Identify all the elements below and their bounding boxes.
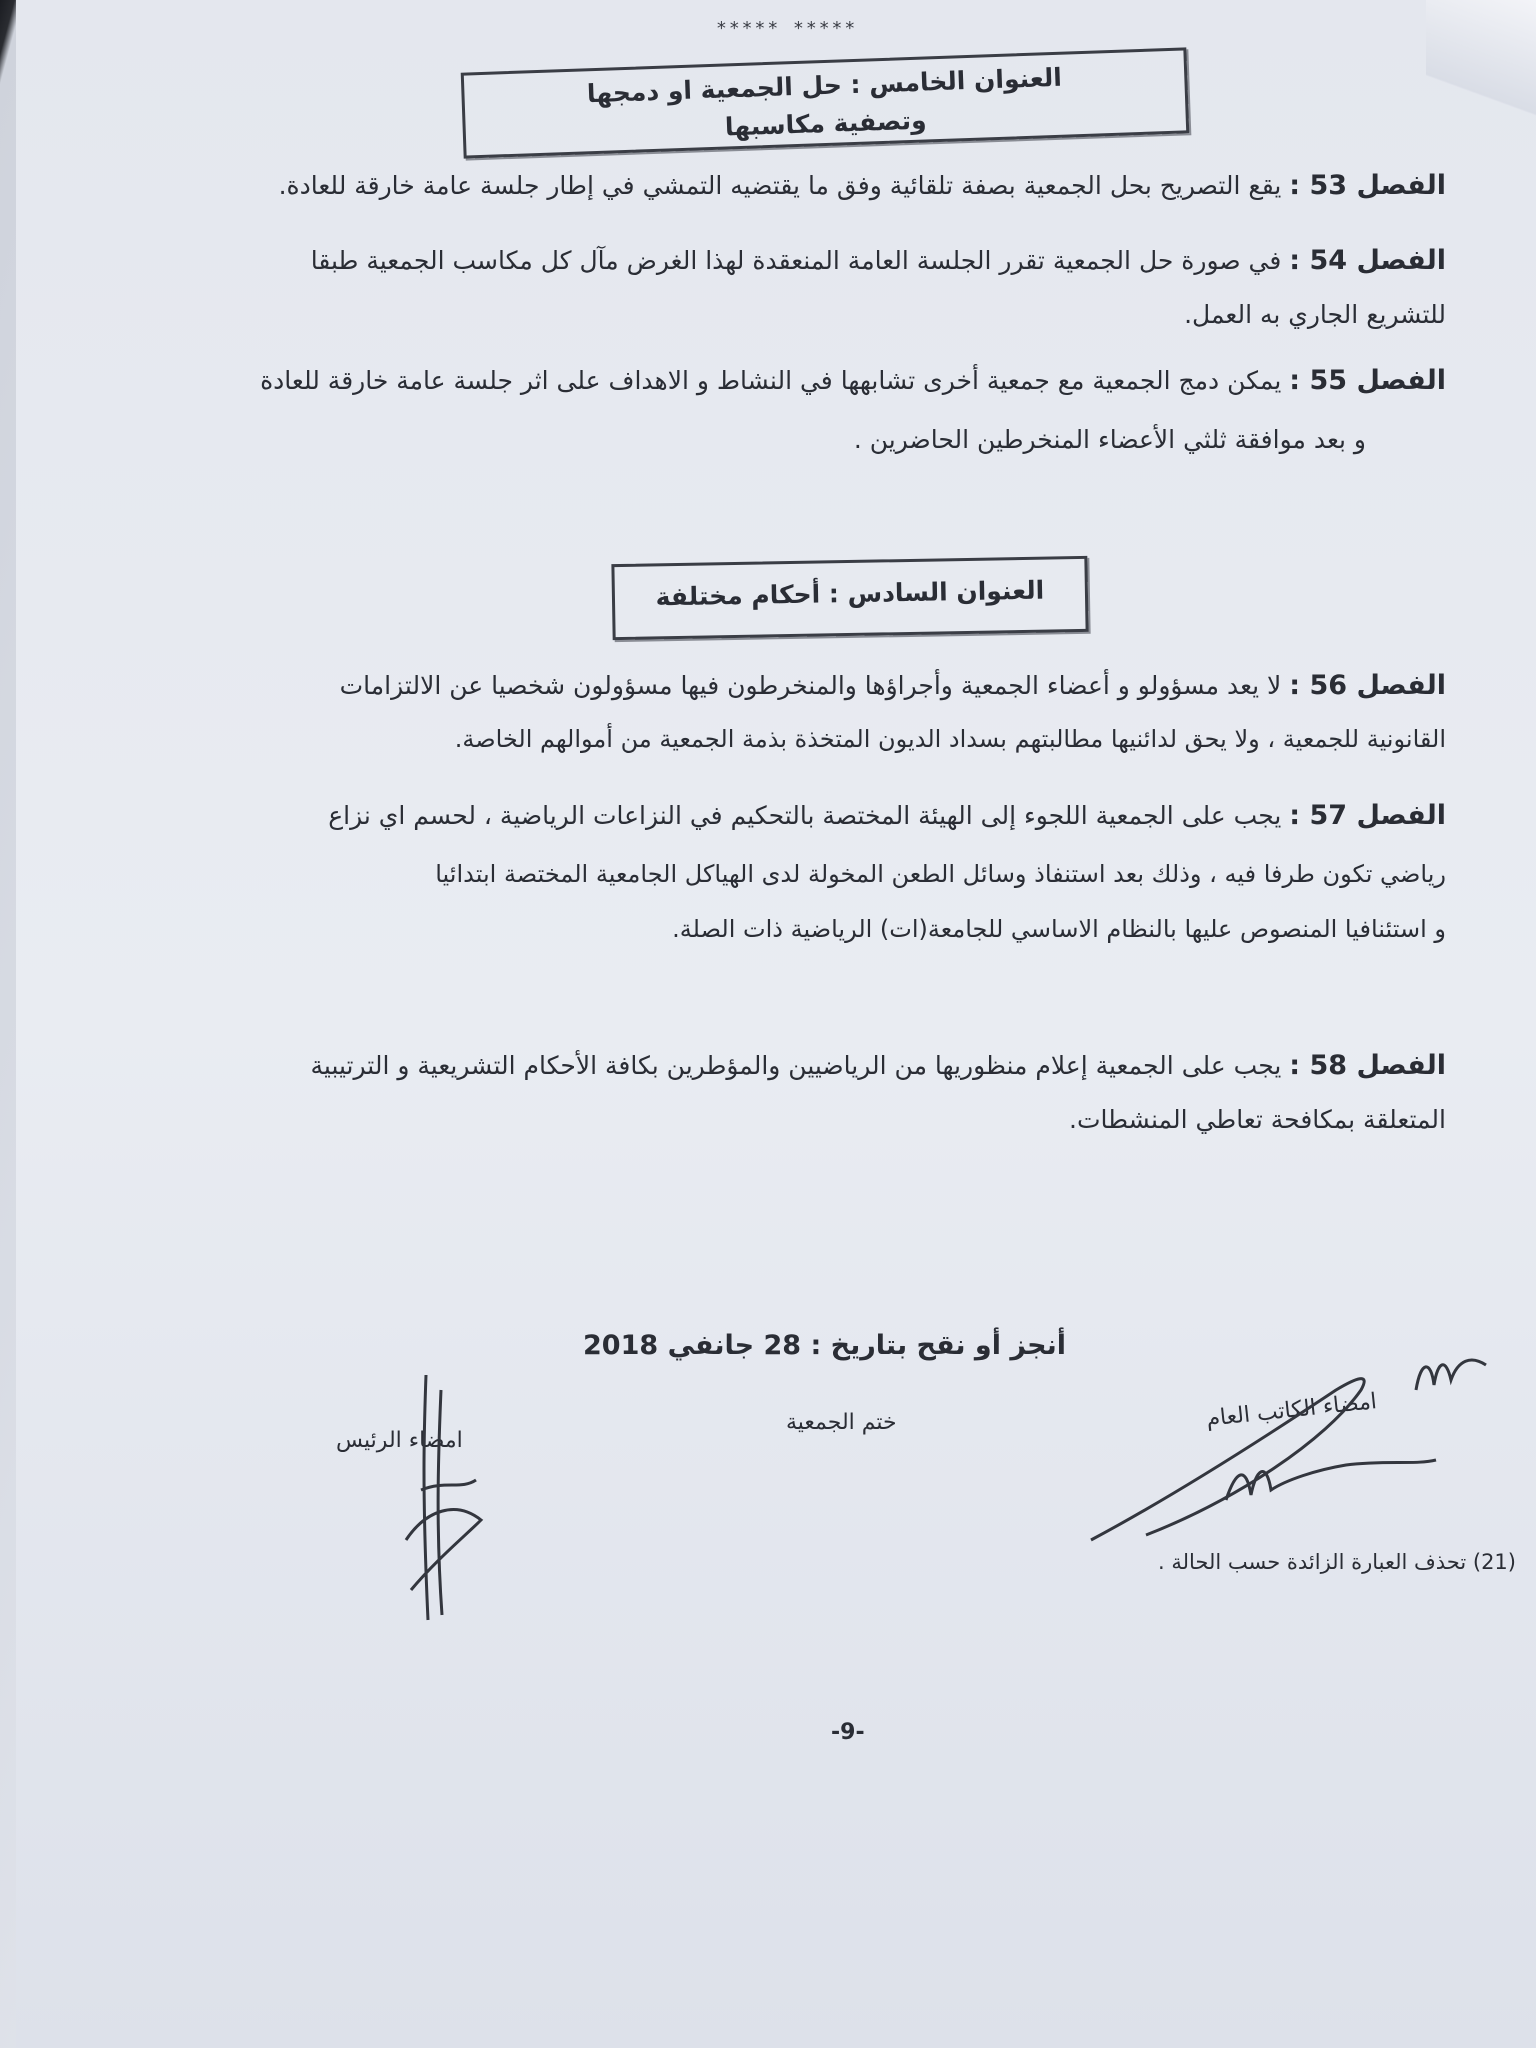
article-56-line-1: لا يعد مسؤولو و أعضاء الجمعية وأجراؤها والمنخرطون فيها مسؤولون شخصيا عن الالتزامات <box>339 671 1282 700</box>
article-54-line-1: في صورة حل الجمعية تقرر الجلسة العامة المنعقدة لهذا الغرض مآل كل مكاسب الجمعية طبقا <box>310 246 1282 275</box>
article-53-label: الفصل 53 : <box>1289 170 1446 201</box>
article-57-line-2: رياضي تكون طرفا فيه ، وذلك بعد استنفاذ وسائل الطعن المخولة لدى الهياكل الجامعية المختصة ابتدائيا <box>435 860 1446 888</box>
document-page <box>16 0 1536 2048</box>
association-seal-label: ختم الجمعية <box>786 1410 897 1435</box>
secretary-signature-label: امضاء الكاتب العام <box>1205 1389 1378 1432</box>
article-56-line-2: القانونية للجمعية ، ولا يحق لدائنيها مطالبتهم بسداد الديون المتخذة بذمة الجمعية من أموالهم الخاصة. <box>454 725 1446 753</box>
revision-date: أنجز أو نقح بتاريخ : 28 جانفي 2018 <box>583 1330 1066 1361</box>
article-57-line-3: و استئنافيا المنصوص عليها بالنظام الاساسي للجامعة(ات) الرياضية ذات الصلة. <box>672 915 1446 943</box>
article-58 <box>311 1050 1446 1081</box>
article-54-label: الفصل 54 : <box>1289 245 1446 276</box>
article-58-label: الفصل 58 : <box>1289 1050 1446 1081</box>
section-heading-6-text: العنوان السادس : أحكام مختلفة <box>655 575 1045 612</box>
article-56-label: الفصل 56 : <box>1289 670 1446 701</box>
article-58-line-1: يجب على الجمعية إعلام منظوريها من الرياضيين والمؤطرين بكافة الأحكام التشريعية و الترتيبية <box>310 1051 1282 1080</box>
article-54-line-2: للتشريع الجاري به العمل. <box>1184 300 1446 329</box>
president-signature-label: امضاء الرئيس <box>336 1428 463 1453</box>
article-57-line-1: يجب على الجمعية اللجوء إلى الهيئة المختصة بالتحكيم في النزاعات الرياضية ، لحسم اي نزاع <box>328 801 1282 830</box>
article-55-line-2: و بعد موافقة ثلثي الأعضاء المنخرطين الحاضرين . <box>853 425 1366 454</box>
article-54 <box>311 245 1446 276</box>
article-57-label: الفصل 57 : <box>1289 800 1446 831</box>
article-56 <box>340 670 1446 701</box>
article-55-line-1: يمكن دمج الجمعية مع جمعية أخرى تشابهها في النشاط و الاهداف على اثر جلسة عامة خارقة للعادة <box>260 366 1282 395</box>
article-55 <box>260 365 1446 396</box>
section-heading-6 <box>611 556 1088 640</box>
section-heading-5 <box>461 47 1190 158</box>
header-marks: ***** ***** <box>716 18 858 39</box>
footnote: (21) تحذف العبارة الزائدة حسب الحالة . <box>1158 1550 1516 1574</box>
article-53-line-1: يقع التصريح بحل الجمعية بصفة تلقائية وفق ما يقتضيه التمشي في إطار جلسة عامة خارقة للعادة. <box>278 171 1282 200</box>
president-signature <box>386 1370 506 1630</box>
article-53 <box>279 170 1446 201</box>
section-heading-5-text: العنوان الخامس : حل الجمعية او دمجها وتصفية مكاسبها <box>586 62 1063 141</box>
article-55-label: الفصل 55 : <box>1289 365 1446 396</box>
secretary-signature <box>1086 1350 1506 1560</box>
page-corner-fold <box>1426 0 1536 150</box>
page-number: -9- <box>831 1720 865 1745</box>
article-58-line-2: المتعلقة بمكافحة تعاطي المنشطات. <box>1069 1105 1446 1134</box>
article-57 <box>328 800 1446 831</box>
